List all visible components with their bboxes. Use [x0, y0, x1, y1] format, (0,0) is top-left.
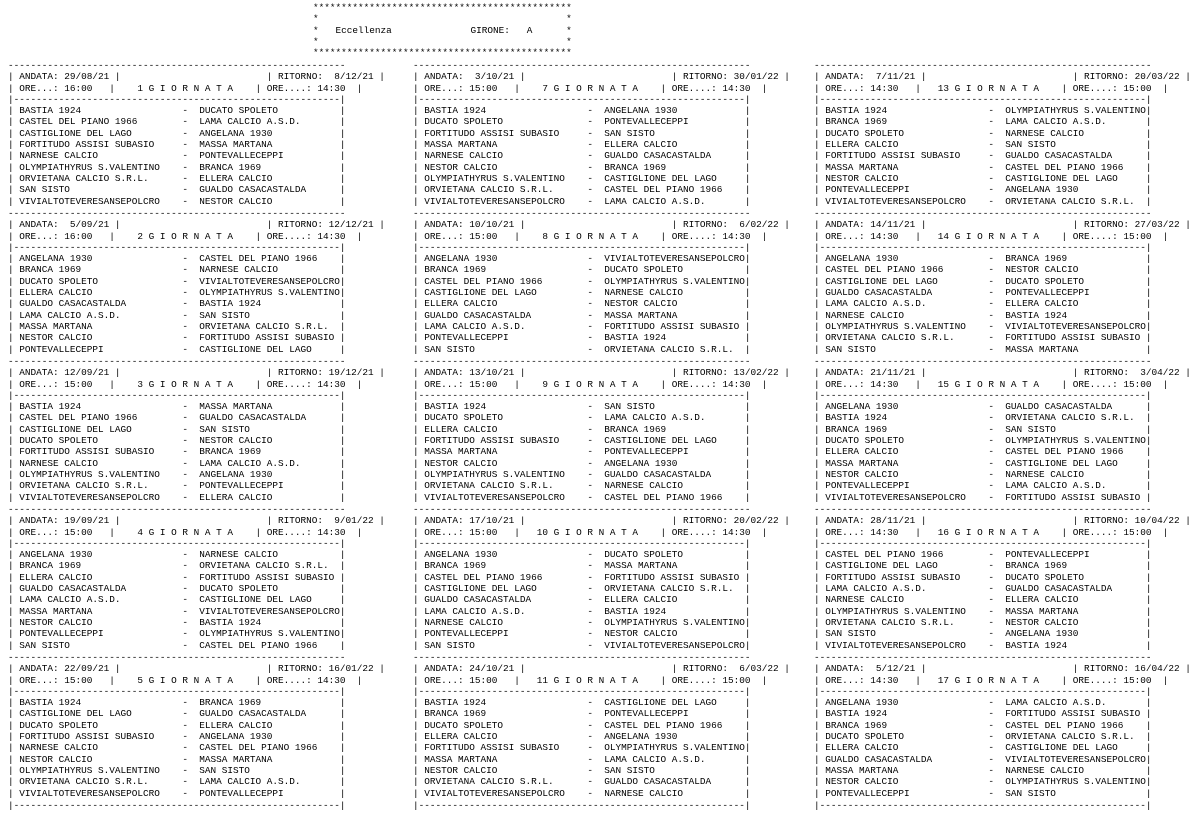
match-line: | OLYMPIATHYRUS S.VALENTINO - MASSA MARTANA | [814, 605, 1152, 617]
match-line: | VIVIALTOTEVERESANSEPOLCRO - PONTEVALLECEPPI | [8, 787, 346, 799]
block-mid-rule: |----------------------------------------------------------| [814, 389, 1152, 401]
match-line: | CASTIGLIONE DEL LAGO - SAN SISTO | [8, 423, 346, 435]
schedule-column-3 [814, 60, 1191, 811]
match-line: | MASSA MARTANA - CASTIGLIONE DEL LAGO | [814, 457, 1152, 469]
header-title-line: * Eccellenza GIRONE: A * [313, 24, 572, 36]
match-line: | NARNESE CALCIO - GUALDO CASACASTALDA | [413, 150, 751, 162]
match-line: | FORTITUDO ASSISI SUBASIO - BRANCA 1969 | [8, 446, 346, 458]
match-line: | CASTEL DEL PIANO 1966 - OLYMPIATHYRUS S.VALENTINO| [413, 275, 751, 287]
ore-giornata-line: | ORE...: 14:30 | 15 G I O R N A T A | ORE....: 15:00 | [814, 378, 1169, 390]
match-line: | ELLERA CALCIO - FORTITUDO ASSISI SUBASIO | [8, 571, 346, 583]
match-line: | ORVIETANA CALCIO S.R.L. - LAMA CALCIO A.S.D. | [8, 776, 346, 788]
match-line: | LAMA CALCIO A.S.D. - CASTIGLIONE DEL LAGO | [8, 594, 346, 606]
match-line: | GUALDO CASACASTALDA - PONTEVALLECEPPI | [814, 287, 1152, 299]
block-mid-rule: |----------------------------------------------------------| [814, 537, 1152, 549]
match-line: | OLYMPIATHYRUS S.VALENTINO - CASTIGLIONE DEL LAGO | [413, 172, 751, 184]
match-line: | ANGELANA 1930 - NARNESE CALCIO | [8, 549, 346, 561]
match-line: | BRANCA 1969 - CASTEL DEL PIANO 1966 | [814, 719, 1152, 731]
match-line: | ANGELANA 1930 - LAMA CALCIO A.S.D. | [814, 697, 1152, 709]
match-line: | BASTIA 1924 - FORTITUDO ASSISI SUBASIO | [814, 708, 1152, 720]
match-line: | ORVIETANA CALCIO S.R.L. - CASTEL DEL PIANO 1966 | [413, 184, 751, 196]
schedule-column-1 [8, 60, 385, 811]
schedule-column-2 [413, 60, 790, 811]
match-line: | SAN SISTO - ORVIETANA CALCIO S.R.L. | [413, 343, 751, 355]
block-top-rule: ------------------------------------------------------------ [413, 504, 751, 515]
match-line: | DUCATO SPOLETO - LAMA CALCIO A.S.D. | [413, 412, 751, 424]
match-line: | CASTEL DEL PIANO 1966 - PONTEVALLECEPPI | [814, 549, 1152, 561]
match-line: | DUCATO SPOLETO - ELLERA CALCIO | [8, 719, 346, 731]
block-bottom-rule: |----------------------------------------------------------| [814, 800, 1152, 811]
match-line: | NESTOR CALCIO - SAN SISTO | [413, 764, 751, 776]
ore-giornata-line: | ORE...: 14:30 | 16 G I O R N A T A | ORE....: 15:00 | [814, 526, 1169, 538]
block-mid-rule: |----------------------------------------------------------| [8, 537, 346, 549]
match-line: | BASTIA 1924 - OLYMPIATHYRUS S.VALENTINO| [814, 105, 1152, 117]
header-stars-bottom: ********************************************** [313, 47, 572, 59]
match-line: | MASSA MARTANA - PONTEVALLECEPPI | [413, 446, 751, 458]
match-line: | GUALDO CASACASTALDA - ELLERA CALCIO | [413, 594, 751, 606]
giornata-block [8, 356, 385, 504]
match-line: | FORTITUDO ASSISI SUBASIO - CASTIGLIONE DEL LAGO | [413, 435, 751, 447]
match-line: | CASTEL DEL PIANO 1966 - FORTITUDO ASSISI SUBASIO | [413, 571, 751, 583]
block-mid-rule: |----------------------------------------------------------| [413, 389, 751, 401]
match-line: | NARNESE CALCIO - ELLERA CALCIO | [814, 594, 1152, 606]
match-line: | MASSA MARTANA - ORVIETANA CALCIO S.R.L. | [8, 320, 346, 332]
ore-giornata-line: | ORE...: 15:00 | 7 G I O R N A T A | ORE....: 14:30 | [413, 82, 768, 94]
giornata-block [814, 356, 1191, 504]
match-line: | GUALDO CASACASTALDA - VIVIALTOTEVERESANSEPOLCRO| [814, 753, 1152, 765]
match-line: | MASSA MARTANA - ELLERA CALCIO | [413, 139, 751, 151]
match-line: | NESTOR CALCIO - BASTIA 1924 | [8, 616, 346, 628]
match-line: | NESTOR CALCIO - FORTITUDO ASSISI SUBASIO | [8, 332, 346, 344]
match-line: | ELLERA CALCIO - ANGELANA 1930 | [413, 731, 751, 743]
match-line: | CASTIGLIONE DEL LAGO - ANGELANA 1930 | [8, 127, 346, 139]
giornata-block [814, 208, 1191, 356]
ore-giornata-line: | ORE...: 14:30 | 13 G I O R N A T A | ORE....: 15:00 | [814, 82, 1169, 94]
header-stars-top: ********************************************** [313, 2, 572, 13]
match-line: | ELLERA CALCIO - OLYMPIATHYRUS S.VALENTINO| [8, 287, 346, 299]
block-top-rule: ------------------------------------------------------------ [8, 208, 346, 219]
andata-ritorno-line: | ANDATA: 22/09/21 | | RITORNO: 16/01/22 | [8, 663, 385, 675]
match-line: | CASTIGLIONE DEL LAGO - BRANCA 1969 | [814, 560, 1152, 572]
andata-ritorno-line: | ANDATA: 5/12/21 | | RITORNO: 16/04/22 | [814, 663, 1191, 675]
block-mid-rule: |----------------------------------------------------------| [814, 685, 1152, 697]
match-line: | ANGELANA 1930 - GUALDO CASACASTALDA | [814, 401, 1152, 413]
block-bottom-rule: |----------------------------------------------------------| [413, 800, 751, 811]
match-line: | ANGELANA 1930 - CASTEL DEL PIANO 1966 | [8, 253, 346, 265]
match-line: | FORTITUDO ASSISI SUBASIO - GUALDO CASACASTALDA | [814, 150, 1152, 162]
block-top-rule: ------------------------------------------------------------ [413, 208, 751, 219]
match-line: | DUCATO SPOLETO - OLYMPIATHYRUS S.VALENTINO| [814, 435, 1152, 447]
match-line: | PONTEVALLECEPPI - ANGELANA 1930 | [814, 184, 1152, 196]
andata-ritorno-line: | ANDATA: 5/09/21 | | RITORNO: 12/12/21 | [8, 219, 385, 231]
ore-giornata-line: | ORE...: 15:00 | 5 G I O R N A T A | ORE....: 14:30 | [8, 674, 363, 686]
block-mid-rule: |----------------------------------------------------------| [8, 685, 346, 697]
block-mid-rule: |----------------------------------------------------------| [814, 241, 1152, 253]
ore-giornata-line: | ORE...: 14:30 | 17 G I O R N A T A | ORE....: 15:00 | [814, 674, 1169, 686]
match-line: | BRANCA 1969 - PONTEVALLECEPPI | [413, 708, 751, 720]
andata-ritorno-line: | ANDATA: 12/09/21 | | RITORNO: 19/12/21 | [8, 367, 385, 379]
giornata-block [8, 504, 385, 652]
giornata-block [413, 60, 790, 208]
match-line: | BRANCA 1969 - LAMA CALCIO A.S.D. | [814, 116, 1152, 128]
block-mid-rule: |----------------------------------------------------------| [814, 93, 1152, 105]
match-line: | BASTIA 1924 - SAN SISTO | [413, 401, 751, 413]
match-line: | FORTITUDO ASSISI SUBASIO - DUCATO SPOLETO | [814, 571, 1152, 583]
match-line: | NESTOR CALCIO - NARNESE CALCIO | [814, 468, 1152, 480]
match-line: | LAMA CALCIO A.S.D. - BASTIA 1924 | [413, 605, 751, 617]
match-line: | BASTIA 1924 - BRANCA 1969 | [8, 697, 346, 709]
match-line: | MASSA MARTANA - CASTEL DEL PIANO 1966 | [814, 161, 1152, 173]
match-line: | CASTEL DEL PIANO 1966 - LAMA CALCIO A.S.D. | [8, 116, 346, 128]
match-line: | BRANCA 1969 - MASSA MARTANA | [413, 560, 751, 572]
match-line: | PONTEVALLECEPPI - OLYMPIATHYRUS S.VALENTINO| [8, 628, 346, 640]
match-line: | BRANCA 1969 - SAN SISTO | [814, 423, 1152, 435]
header-side: * * [313, 13, 572, 25]
match-line: | PONTEVALLECEPPI - LAMA CALCIO A.S.D. | [814, 480, 1152, 492]
ore-giornata-line: | ORE...: 15:00 | 4 G I O R N A T A | ORE....: 14:30 | [8, 526, 363, 538]
match-line: | BASTIA 1924 - MASSA MARTANA | [8, 401, 346, 413]
giornata-block [413, 504, 790, 652]
match-line: | BRANCA 1969 - DUCATO SPOLETO | [413, 264, 751, 276]
match-line: | VIVIALTOTEVERESANSEPOLCRO - FORTITUDO ASSISI SUBASIO | [814, 491, 1152, 503]
block-top-rule: ------------------------------------------------------------ [8, 652, 346, 663]
match-line: | NARNESE CALCIO - LAMA CALCIO A.S.D. | [8, 457, 346, 469]
andata-ritorno-line: | ANDATA: 29/08/21 | | RITORNO: 8/12/21 | [8, 71, 385, 83]
match-line: | FORTITUDO ASSISI SUBASIO - ANGELANA 1930 | [8, 731, 346, 743]
match-line: | SAN SISTO - ANGELANA 1930 | [814, 628, 1152, 640]
match-line: | SAN SISTO - VIVIALTOTEVERESANSEPOLCRO| [413, 639, 751, 651]
match-line: | LAMA CALCIO A.S.D. - ELLERA CALCIO | [814, 298, 1152, 310]
block-top-rule: ------------------------------------------------------------ [413, 652, 751, 663]
match-line: | ELLERA CALCIO - SAN SISTO | [814, 139, 1152, 151]
match-line: | PONTEVALLECEPPI - BASTIA 1924 | [413, 332, 751, 344]
ore-giornata-line: | ORE...: 15:00 | 10 G I O R N A T A | ORE....: 14:30 | [413, 526, 768, 538]
match-line: | NARNESE CALCIO - OLYMPIATHYRUS S.VALENTINO| [413, 616, 751, 628]
giornata-block [814, 652, 1191, 800]
match-line: | FORTITUDO ASSISI SUBASIO - OLYMPIATHYRUS S.VALENTINO| [413, 742, 751, 754]
match-line: | BASTIA 1924 - ORVIETANA CALCIO S.R.L. | [814, 412, 1152, 424]
match-line: | ORVIETANA CALCIO S.R.L. - ELLERA CALCIO | [8, 172, 346, 184]
match-line: | ORVIETANA CALCIO S.R.L. - NESTOR CALCIO | [814, 616, 1152, 628]
match-line: | DUCATO SPOLETO - NARNESE CALCIO | [814, 127, 1152, 139]
match-line: | OLYMPIATHYRUS S.VALENTINO - BRANCA 1969 | [8, 161, 346, 173]
match-line: | CASTIGLIONE DEL LAGO - DUCATO SPOLETO | [814, 275, 1152, 287]
match-line: | BASTIA 1924 - CASTIGLIONE DEL LAGO | [413, 697, 751, 709]
block-top-rule: ------------------------------------------------------------ [8, 356, 346, 367]
andata-ritorno-line: | ANDATA: 14/11/21 | | RITORNO: 27/03/22 | [814, 219, 1191, 231]
giornata-block [413, 356, 790, 504]
match-line: | OLYMPIATHYRUS S.VALENTINO - GUALDO CASACASTALDA | [413, 468, 751, 480]
match-line: | NESTOR CALCIO - OLYMPIATHYRUS S.VALENTINO| [814, 776, 1152, 788]
match-line: | ANGELANA 1930 - BRANCA 1969 | [814, 253, 1152, 265]
match-line: | CASTIGLIONE DEL LAGO - GUALDO CASACASTALDA | [8, 708, 346, 720]
block-mid-rule: |----------------------------------------------------------| [8, 389, 346, 401]
match-line: | GUALDO CASACASTALDA - DUCATO SPOLETO | [8, 583, 346, 595]
match-line: | LAMA CALCIO A.S.D. - SAN SISTO | [8, 309, 346, 321]
match-line: | SAN SISTO - MASSA MARTANA | [814, 343, 1152, 355]
header-side: * * [313, 35, 572, 47]
match-line: | DUCATO SPOLETO - CASTEL DEL PIANO 1966 | [413, 719, 751, 731]
match-line: | DUCATO SPOLETO - ORVIETANA CALCIO S.R.L. | [814, 731, 1152, 743]
match-line: | MASSA MARTANA - NARNESE CALCIO | [814, 764, 1152, 776]
giornata-block [814, 504, 1191, 652]
match-line: | SAN SISTO - GUALDO CASACASTALDA | [8, 184, 346, 196]
match-line: | MASSA MARTANA - LAMA CALCIO A.S.D. | [413, 753, 751, 765]
giornata-block [413, 652, 790, 800]
match-line: | VIVIALTOTEVERESANSEPOLCRO - ORVIETANA CALCIO S.R.L. | [814, 195, 1152, 207]
match-line: | BRANCA 1969 - NARNESE CALCIO | [8, 264, 346, 276]
match-line: | LAMA CALCIO A.S.D. - FORTITUDO ASSISI SUBASIO | [413, 320, 751, 332]
match-line: | PONTEVALLECEPPI - CASTIGLIONE DEL LAGO | [8, 343, 346, 355]
match-line: | VIVIALTOTEVERESANSEPOLCRO - LAMA CALCIO A.S.D. | [413, 195, 751, 207]
block-bottom-rule: |----------------------------------------------------------| [8, 800, 346, 811]
match-line: | OLYMPIATHYRUS S.VALENTINO - SAN SISTO | [8, 764, 346, 776]
andata-ritorno-line: | ANDATA: 10/10/21 | | RITORNO: 6/02/22 | [413, 219, 790, 231]
ore-giornata-line: | ORE...: 15:00 | 3 G I O R N A T A | ORE....: 14:30 | [8, 378, 363, 390]
match-line: | ORVIETANA CALCIO S.R.L. - NARNESE CALCIO | [413, 480, 751, 492]
ore-giornata-line: | ORE...: 16:00 | 1 G I O R N A T A | ORE....: 14:30 | [8, 82, 363, 94]
match-line: | ORVIETANA CALCIO S.R.L. - PONTEVALLECEPPI | [8, 480, 346, 492]
ore-giornata-line: | ORE...: 14:30 | 14 G I O R N A T A | ORE....: 15:00 | [814, 230, 1169, 242]
ore-giornata-line: | ORE...: 15:00 | 8 G I O R N A T A | ORE....: 14:30 | [413, 230, 768, 242]
match-line: | VIVIALTOTEVERESANSEPOLCRO - ELLERA CALCIO | [8, 491, 346, 503]
match-line: | BASTIA 1924 - ANGELANA 1930 | [413, 105, 751, 117]
ore-giornata-line: | ORE...: 15:00 | 9 G I O R N A T A | ORE....: 14:30 | [413, 378, 768, 390]
match-line: | BASTIA 1924 - DUCATO SPOLETO | [8, 105, 346, 117]
match-line: | PONTEVALLECEPPI - NESTOR CALCIO | [413, 628, 751, 640]
match-line: | NARNESE CALCIO - PONTEVALLECEPPI | [8, 150, 346, 162]
match-line: | CASTIGLIONE DEL LAGO - ORVIETANA CALCIO S.R.L. | [413, 583, 751, 595]
match-line: | FORTITUDO ASSISI SUBASIO - MASSA MARTANA | [8, 139, 346, 151]
match-line: | VIVIALTOTEVERESANSEPOLCRO - NARNESE CALCIO | [413, 787, 751, 799]
match-line: | ELLERA CALCIO - NESTOR CALCIO | [413, 298, 751, 310]
match-line: | VIVIALTOTEVERESANSEPOLCRO - BASTIA 1924 | [814, 639, 1152, 651]
match-line: | CASTEL DEL PIANO 1966 - NESTOR CALCIO | [814, 264, 1152, 276]
block-top-rule: ------------------------------------------------------------ [8, 504, 346, 515]
block-mid-rule: |----------------------------------------------------------| [413, 537, 751, 549]
giornata-block [8, 208, 385, 356]
block-top-rule: ------------------------------------------------------------ [814, 504, 1152, 515]
andata-ritorno-line: | ANDATA: 17/10/21 | | RITORNO: 20/02/22 | [413, 515, 790, 527]
match-line: | CASTIGLIONE DEL LAGO - NARNESE CALCIO | [413, 287, 751, 299]
match-line: | DUCATO SPOLETO - NESTOR CALCIO | [8, 435, 346, 447]
block-top-rule: ------------------------------------------------------------ [814, 652, 1152, 663]
andata-ritorno-line: | ANDATA: 13/10/21 | | RITORNO: 13/02/22 | [413, 367, 790, 379]
match-line: | ELLERA CALCIO - BRANCA 1969 | [413, 423, 751, 435]
giornata-block [814, 60, 1191, 208]
block-top-rule: ------------------------------------------------------------ [814, 356, 1152, 367]
match-line: | ANGELANA 1930 - VIVIALTOTEVERESANSEPOLCRO| [413, 253, 751, 265]
match-line: | SAN SISTO - CASTEL DEL PIANO 1966 | [8, 639, 346, 651]
match-line: | DUCATO SPOLETO - VIVIALTOTEVERESANSEPOLCRO| [8, 275, 346, 287]
match-line: | DUCATO SPOLETO - PONTEVALLECEPPI | [413, 116, 751, 128]
andata-ritorno-line: | ANDATA: 7/11/21 | | RITORNO: 20/03/22 | [814, 71, 1191, 83]
andata-ritorno-line: | ANDATA: 19/09/21 | | RITORNO: 9/01/22 | [8, 515, 385, 527]
block-top-rule: ------------------------------------------------------------ [8, 60, 346, 71]
match-line: | NESTOR CALCIO - ANGELANA 1930 | [413, 457, 751, 469]
match-line: | NESTOR CALCIO - BRANCA 1969 | [413, 161, 751, 173]
andata-ritorno-line: | ANDATA: 28/11/21 | | RITORNO: 10/04/22 | [814, 515, 1191, 527]
match-line: | PONTEVALLECEPPI - SAN SISTO | [814, 787, 1152, 799]
block-mid-rule: |----------------------------------------------------------| [413, 93, 751, 105]
match-line: | FORTITUDO ASSISI SUBASIO - SAN SISTO | [413, 127, 751, 139]
block-mid-rule: |----------------------------------------------------------| [413, 685, 751, 697]
match-line: | GUALDO CASACASTALDA - BASTIA 1924 | [8, 298, 346, 310]
match-line: | OLYMPIATHYRUS S.VALENTINO - VIVIALTOTEVERESANSEPOLCRO| [814, 320, 1152, 332]
andata-ritorno-line: | ANDATA: 21/11/21 | | RITORNO: 3/04/22 | [814, 367, 1191, 379]
giornata-block [413, 208, 790, 356]
andata-ritorno-line: | ANDATA: 3/10/21 | | RITORNO: 30/01/22 | [413, 71, 790, 83]
match-line: | NARNESE CALCIO - BASTIA 1924 | [814, 309, 1152, 321]
match-line: | ELLERA CALCIO - CASTIGLIONE DEL LAGO | [814, 742, 1152, 754]
match-line: | VIVIALTOTEVERESANSEPOLCRO - CASTEL DEL PIANO 1966 | [413, 491, 751, 503]
block-mid-rule: |----------------------------------------------------------| [8, 93, 346, 105]
andata-ritorno-line: | ANDATA: 24/10/21 | | RITORNO: 6/03/22 | [413, 663, 790, 675]
ore-giornata-line: | ORE...: 16:00 | 2 G I O R N A T A | ORE....: 14:30 | [8, 230, 363, 242]
match-line: | CASTEL DEL PIANO 1966 - GUALDO CASACASTALDA | [8, 412, 346, 424]
match-line: | BRANCA 1969 - ORVIETANA CALCIO S.R.L. | [8, 560, 346, 572]
match-line: | ORVIETANA CALCIO S.R.L. - FORTITUDO ASSISI SUBASIO | [814, 332, 1152, 344]
match-line: | ELLERA CALCIO - CASTEL DEL PIANO 1966 | [814, 446, 1152, 458]
championship-header [313, 2, 572, 58]
match-line: | MASSA MARTANA - VIVIALTOTEVERESANSEPOLCRO| [8, 605, 346, 617]
giornata-block [8, 652, 385, 800]
giornata-block [8, 60, 385, 208]
block-top-rule: ------------------------------------------------------------ [814, 60, 1152, 71]
match-line: | LAMA CALCIO A.S.D. - GUALDO CASACASTALDA | [814, 583, 1152, 595]
block-top-rule: ------------------------------------------------------------ [413, 356, 751, 367]
ore-giornata-line: | ORE...: 15:00 | 11 G I O R N A T A | ORE....: 15:00 | [413, 674, 768, 686]
match-line: | NESTOR CALCIO - CASTIGLIONE DEL LAGO | [814, 172, 1152, 184]
match-line: | ORVIETANA CALCIO S.R.L. - GUALDO CASACASTALDA | [413, 776, 751, 788]
match-line: | NARNESE CALCIO - CASTEL DEL PIANO 1966 | [8, 742, 346, 754]
match-line: | VIVIALTOTEVERESANSEPOLCRO - NESTOR CALCIO | [8, 195, 346, 207]
block-top-rule: ------------------------------------------------------------ [814, 208, 1152, 219]
block-mid-rule: |----------------------------------------------------------| [413, 241, 751, 253]
match-line: | OLYMPIATHYRUS S.VALENTINO - ANGELANA 1930 | [8, 468, 346, 480]
match-line: | NESTOR CALCIO - MASSA MARTANA | [8, 753, 346, 765]
match-line: | ANGELANA 1930 - DUCATO SPOLETO | [413, 549, 751, 561]
match-line: | GUALDO CASACASTALDA - MASSA MARTANA | [413, 309, 751, 321]
block-top-rule: ------------------------------------------------------------ [413, 60, 751, 71]
block-mid-rule: |----------------------------------------------------------| [8, 241, 346, 253]
